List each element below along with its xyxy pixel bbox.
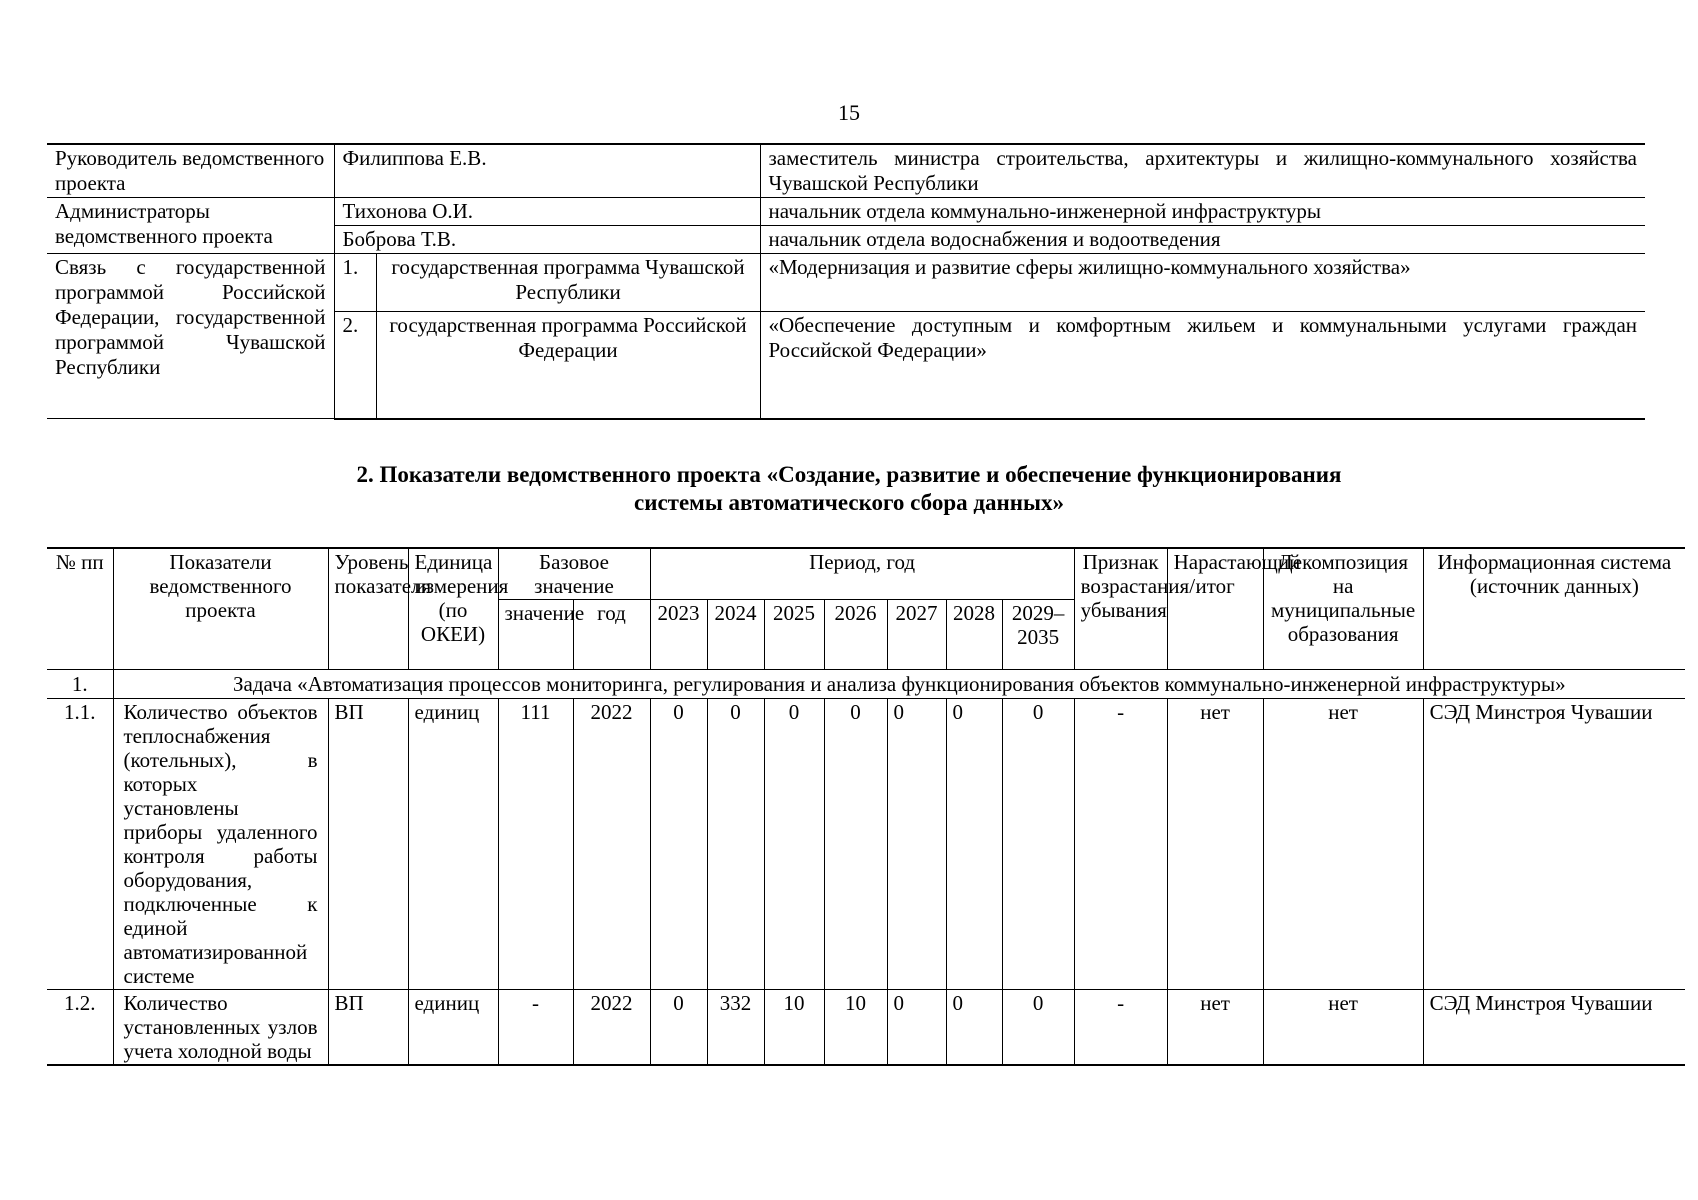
row-value: 0 <box>650 990 707 1066</box>
header-base-value: значение <box>498 600 573 670</box>
program-type: государственная программа Российской Федерации <box>376 312 760 419</box>
row-value: 0 <box>824 699 887 990</box>
head-position: заместитель министра строительства, архитектуры и жилищно-коммунального хозяйства Чувашской Республики <box>760 144 1645 198</box>
header-year: 2025 <box>764 600 824 670</box>
row-base-year: 2022 <box>573 699 650 990</box>
header-period: Период, год <box>650 548 1074 600</box>
indicators-table <box>47 547 1685 1066</box>
header-decomposition: Декомпозиция на муниципальные образования <box>1263 548 1423 670</box>
row-indicator: Количество установленных узлов учета холодной воды <box>113 990 328 1066</box>
row-source: СЭД Минстроя Чувашии <box>1423 990 1685 1066</box>
task-row <box>47 670 1685 699</box>
row-level: ВП <box>328 699 408 990</box>
row-source: СЭД Минстроя Чувашии <box>1423 699 1685 990</box>
administrators-label: Администраторы ведомственного проекта <box>47 198 334 254</box>
row-value: 0 <box>650 699 707 990</box>
row-cumulative: нет <box>1167 699 1263 990</box>
program-row <box>47 254 1645 312</box>
header-source: Информационная система (источник данных) <box>1423 548 1685 670</box>
row-value: 0 <box>887 699 946 990</box>
administrator-position: начальник отдела коммунально-инженерной инфраструктуры <box>760 198 1645 226</box>
row-decomposition: нет <box>1263 990 1423 1066</box>
header-base-year: год <box>573 600 650 670</box>
row-value: 10 <box>764 990 824 1066</box>
page-number: 15 <box>838 100 860 125</box>
row-trend: - <box>1074 699 1167 990</box>
section-title <box>150 461 1548 517</box>
program-name: «Модернизация и развитие сферы жилищно-коммунального хозяйства» <box>760 254 1645 312</box>
row-value: 10 <box>824 990 887 1066</box>
row-base-year: 2022 <box>573 990 650 1066</box>
row-value: 0 <box>887 990 946 1066</box>
row-value: 0 <box>1002 990 1074 1066</box>
table-row <box>47 990 1685 1066</box>
row-value: 0 <box>946 699 1002 990</box>
header-unit: Единица измерения (по ОКЕИ) <box>408 548 498 670</box>
header-num: № пп <box>47 548 113 670</box>
header-year: 2026 <box>824 600 887 670</box>
header-cumulative: Нарастающий итог <box>1167 548 1263 670</box>
row-unit: единиц <box>408 990 498 1066</box>
section-title-line: 2. Показатели ведомственного проекта «Создание, развитие и обеспечение функционирования <box>356 462 1342 487</box>
row-level: ВП <box>328 990 408 1066</box>
header-year: 2029–2035 <box>1002 600 1074 670</box>
head-name: Филиппова Е.В. <box>334 144 760 198</box>
row-num: 1.1. <box>47 699 113 990</box>
row-base-value: 111 <box>498 699 573 990</box>
program-num: 2. <box>334 312 376 419</box>
header-trend: Признак возрастания/убывания <box>1074 548 1167 670</box>
row-value: 332 <box>707 990 764 1066</box>
header-year: 2023 <box>650 600 707 670</box>
project-info-table <box>47 143 1645 420</box>
header-year: 2028 <box>946 600 1002 670</box>
table-row <box>47 699 1685 990</box>
head-label: Руководитель ведомственного проекта <box>47 144 334 198</box>
administrator-name: Боброва Т.В. <box>334 226 760 254</box>
administrator-position: начальник отдела водоснабжения и водоотведения <box>760 226 1645 254</box>
program-num: 1. <box>334 254 376 312</box>
task-text: Задача «Автоматизация процессов мониторинга, регулирования и анализа функционирования объектов коммунально-инженерной инфраструктуры» <box>113 670 1685 699</box>
header-level: Уровень показателя <box>328 548 408 670</box>
administrator-row <box>47 198 1645 226</box>
row-unit: единиц <box>408 699 498 990</box>
row-base-value: - <box>498 990 573 1066</box>
row-value: 0 <box>946 990 1002 1066</box>
program-name: «Обеспечение доступным и комфортным жильем и коммунальными услугами граждан Российской Федерации» <box>760 312 1645 419</box>
row-num: 1.2. <box>47 990 113 1066</box>
row-value: 0 <box>764 699 824 990</box>
programs-label: Связь с государственной программой Российской Федерации, государственной программой Чувашской Республики <box>47 254 334 419</box>
administrator-name: Тихонова О.И. <box>334 198 760 226</box>
header-indicator: Показатели ведомственного проекта <box>113 548 328 670</box>
header-year: 2027 <box>887 600 946 670</box>
row-value: 0 <box>1002 699 1074 990</box>
program-type: государственная программа Чувашской Республики <box>376 254 760 312</box>
header-year: 2024 <box>707 600 764 670</box>
task-num: 1. <box>47 670 113 699</box>
header-row <box>47 548 1685 600</box>
row-indicator: Количество объектов теплоснабжения (котельных), в которых установлены приборы удаленного контроля работы оборудования, подключенные к единой автоматизированной системе <box>113 699 328 990</box>
section-title-line: системы автоматического сбора данных» <box>634 490 1064 515</box>
header-base: Базовое значение <box>498 548 650 600</box>
row-decomposition: нет <box>1263 699 1423 990</box>
row-trend: - <box>1074 990 1167 1066</box>
row-cumulative: нет <box>1167 990 1263 1066</box>
head-row <box>47 144 1645 198</box>
row-value: 0 <box>707 699 764 990</box>
